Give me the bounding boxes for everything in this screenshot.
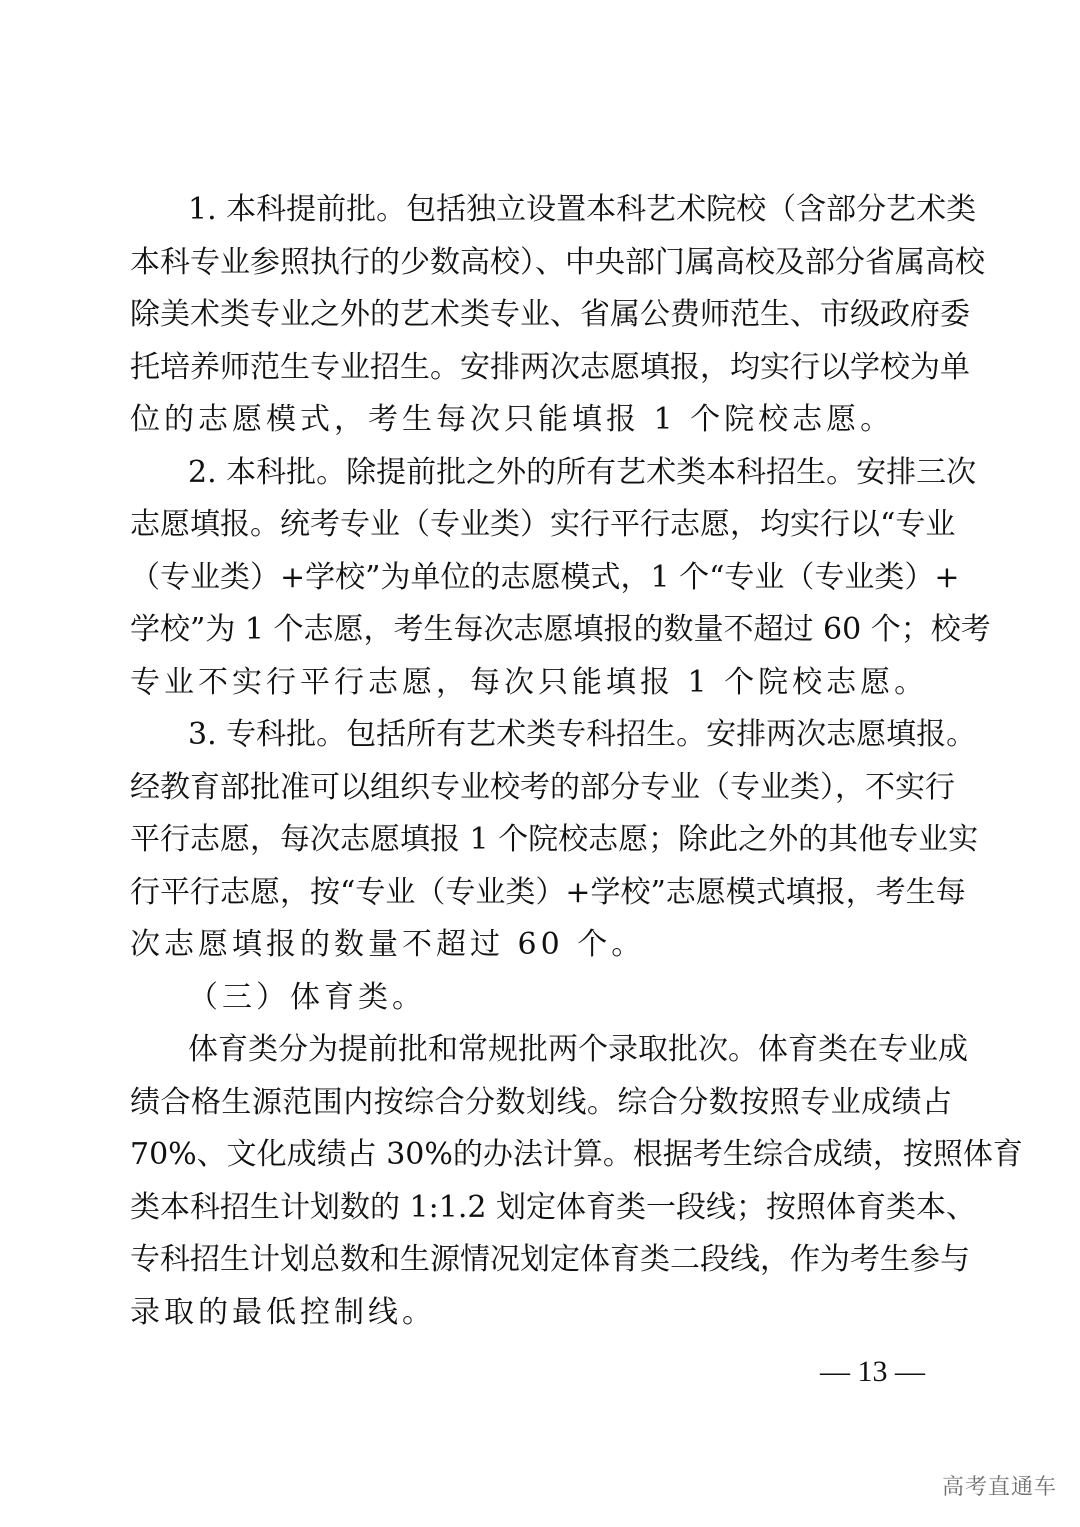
text-line: （专业类）+学校”为单位的志愿模式，1 个“专业（专业类）+ — [130, 559, 960, 595]
text-line: 行平行志愿，按“专业（专业类）+学校”志愿模式填报，考生每 — [130, 874, 966, 910]
page-number: — 13 — — [820, 1355, 925, 1388]
text-line: 3. 专科批。包括所有艺术类专科招生。安排两次志愿填报。 — [188, 717, 977, 752]
text-line: 70%、文化成绩占 30%的办法计算。根据考生综合成绩，按照体育 — [130, 1137, 1023, 1172]
paragraph-sports-category — [130, 1024, 1023, 1339]
text-line: 录取的最低控制线。 — [130, 1294, 436, 1330]
text-line: 本科专业参照执行的少数高校）、中央部门属高校及部分省属高校 — [130, 244, 985, 280]
paragraph-art-undergrad-batch — [130, 447, 991, 710]
text-line: 专科招生计划总数和生源情况划定体育类二段线，作为考生参与 — [130, 1242, 970, 1277]
text-line: 1. 本科提前批。包括独立设置本科艺术院校（含部分艺术类 — [188, 192, 977, 227]
watermark-label: 高考直通车 — [942, 1475, 1058, 1500]
paragraph-art-undergrad-early-batch — [130, 184, 985, 447]
section-heading-sports — [130, 972, 952, 1025]
text-line: 志愿填报。统考专业（专业类）实行平行志愿，均实行以“专业 — [130, 507, 956, 542]
text-line: 绩合格生源范围内按综合分数划线。综合分数按照专业成绩占 — [130, 1084, 952, 1120]
text-line: 体育类分为提前批和常规批两个录取批次。体育类在专业成 — [188, 1032, 968, 1067]
text-line: 位的志愿模式，考生每次只能填报 1 个院校志愿。 — [130, 402, 895, 437]
heading-line: （三）体育类。 — [188, 979, 426, 1015]
text-line: 次志愿填报的数量不超过 60 个。 — [130, 927, 646, 962]
text-line: 经教育部批准可以组织专业校考的部分专业（专业类），不实行 — [130, 769, 955, 805]
text-line: 平行志愿，每次志愿填报 1 个院校志愿；除此之外的其他专业实 — [130, 822, 979, 857]
text-line: 学校”为 1 个志愿，考生每次志愿填报的数量不超过 60 个；校考 — [130, 612, 991, 647]
document-body — [130, 184, 1023, 1339]
text-line: 专业不实行平行志愿，每次只能填报 1 个院校志愿。 — [130, 664, 929, 700]
text-line: 2. 本科批。除提前批之外的所有艺术类本科招生。安排三次 — [188, 454, 977, 490]
text-line: 除美术类专业之外的艺术类专业、省属公费师范生、市级政府委 — [130, 297, 970, 332]
paragraph-art-vocational-batch — [130, 709, 979, 972]
text-line: 托培养师范生专业招生。安排两次志愿填报，均实行以学校为单 — [130, 349, 970, 385]
text-line: 类本科招生计划数的 1:1.2 划定体育类一段线；按照体育类本、 — [130, 1189, 976, 1225]
